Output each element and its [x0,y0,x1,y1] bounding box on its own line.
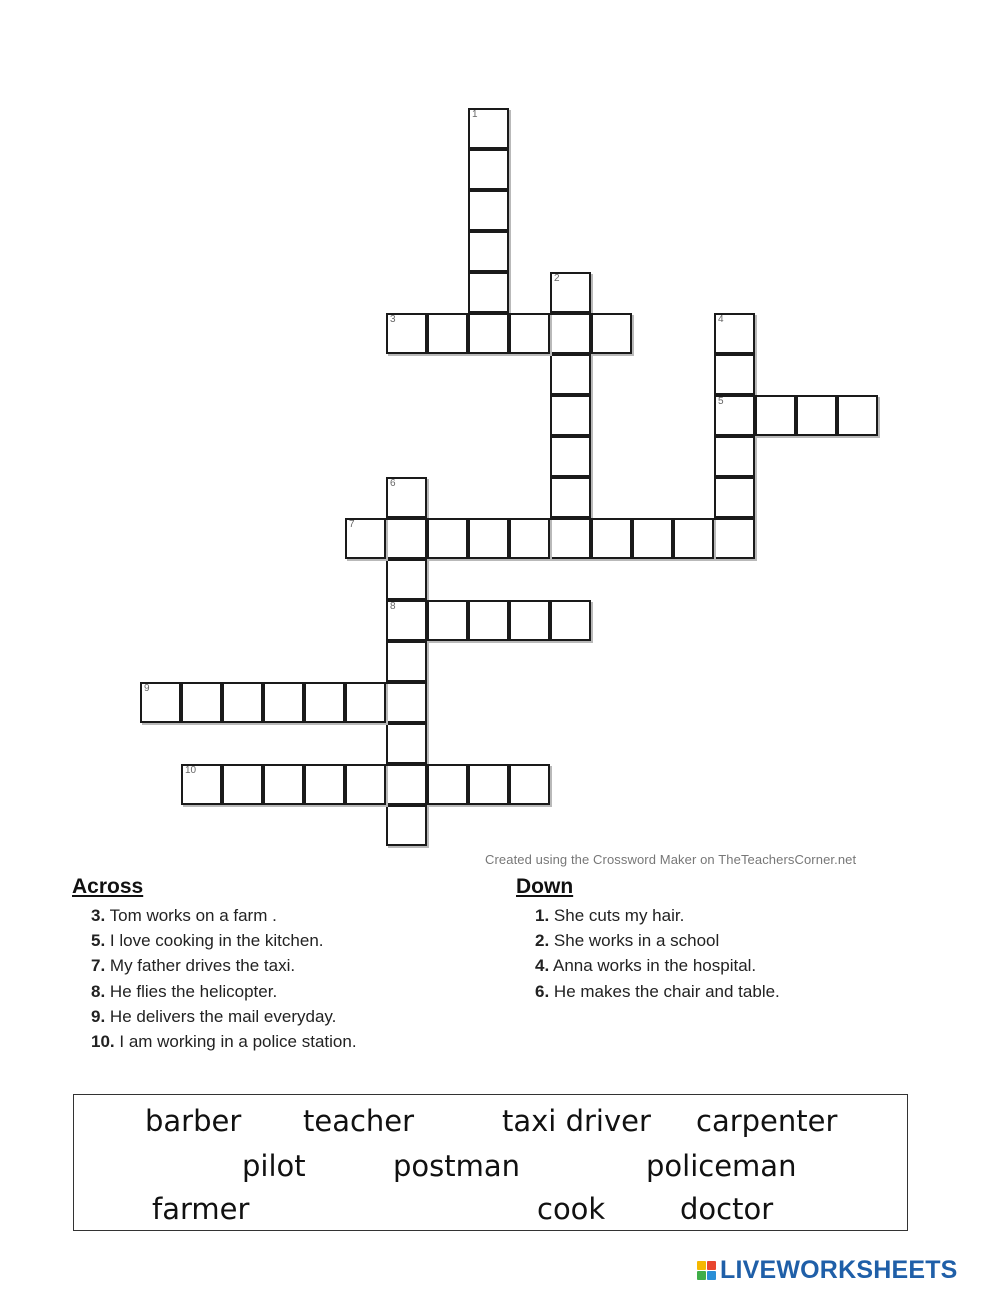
liveworksheets-logo-text: LIVEWORKSHEETS [720,1255,958,1284]
crossword-cell[interactable] [386,805,427,846]
crossword-cell[interactable] [714,395,755,436]
crossword-cell[interactable] [550,477,591,518]
crossword-cell[interactable] [304,682,345,723]
crossword-cell-number: 3 [390,314,396,325]
crossword-cell[interactable] [468,190,509,231]
crossword-cell[interactable] [386,600,427,641]
crossword-cell[interactable] [755,395,796,436]
crossword-cell-number: 6 [390,478,396,489]
crossword-cell[interactable] [468,764,509,805]
crossword-cell[interactable] [386,723,427,764]
crossword-cell[interactable] [468,231,509,272]
crossword-credit: Created using the Crossword Maker on TheTeachersCorner.net [485,852,857,867]
word-bank-item: pilot [242,1149,306,1183]
crossword-cell[interactable] [509,313,550,354]
word-bank-item: cook [537,1192,606,1226]
crossword-cell[interactable] [386,559,427,600]
clue-down-1: 1. She cuts my hair. [535,906,685,925]
crossword-cell[interactable] [345,764,386,805]
logo-square-icon [697,1261,706,1270]
crossword-cell-number: 9 [144,683,150,694]
crossword-cell[interactable] [181,764,222,805]
crossword-cell[interactable] [427,313,468,354]
clue-across-3: 3. Tom works on a farm . [91,906,277,925]
crossword-cell[interactable] [140,682,181,723]
crossword-cell[interactable] [591,313,632,354]
crossword-cell[interactable] [550,313,591,354]
crossword-cell[interactable] [304,764,345,805]
word-bank-item: doctor [680,1192,774,1226]
crossword-cell[interactable] [509,518,550,559]
logo-square-icon [707,1271,716,1280]
crossword-cell[interactable] [468,149,509,190]
across-clues [72,873,357,1054]
crossword-cell-number: 7 [349,519,355,530]
logo-square-icon [697,1271,706,1280]
crossword-cell[interactable] [468,272,509,313]
crossword-cell[interactable] [714,518,755,559]
clue-down-6: 6. He makes the chair and table. [535,981,780,1001]
crossword-cell[interactable] [796,395,837,436]
crossword-cell[interactable] [468,600,509,641]
down-heading: Down [516,875,574,898]
word-bank-item: postman [393,1149,521,1183]
crossword-cell[interactable] [386,518,427,559]
crossword-cell[interactable] [673,518,714,559]
crossword-cell[interactable] [427,764,468,805]
crossword-cell[interactable] [550,600,591,641]
word-bank [73,1094,908,1231]
crossword-cell[interactable] [550,436,591,477]
crossword-cell[interactable] [468,313,509,354]
crossword-cell[interactable] [386,682,427,723]
crossword-cell[interactable] [468,518,509,559]
crossword-cell[interactable] [386,477,427,518]
crossword-cell-number: 8 [390,601,396,612]
word-bank-item: teacher [303,1104,415,1138]
clue-across-5: 5. I love cooking in the kitchen. [91,931,324,951]
crossword-cell[interactable] [427,600,468,641]
crossword-cell[interactable] [345,682,386,723]
clue-down-4: 4. Anna works in the hospital. [535,956,757,976]
crossword-cell[interactable] [468,108,509,149]
word-bank-item: taxi driver [502,1104,651,1138]
crossword-cell[interactable] [386,764,427,805]
crossword-cell[interactable] [509,764,550,805]
crossword-cell[interactable] [837,395,878,436]
word-bank-item: farmer [152,1192,250,1226]
crossword-cell[interactable] [345,518,386,559]
clue-across-10: 10. I am working in a police station. [91,1032,357,1052]
crossword-cell-number: 5 [718,396,724,407]
crossword-cell[interactable] [181,682,222,723]
crossword-cell[interactable] [263,764,304,805]
word-bank-item: policeman [646,1149,797,1183]
crossword-cell[interactable] [550,395,591,436]
crossword-cell[interactable] [386,313,427,354]
crossword-cell[interactable] [386,641,427,682]
crossword-cell[interactable] [222,764,263,805]
crossword-cell-number: 1 [472,109,478,120]
crossword-cell[interactable] [263,682,304,723]
crossword-cell[interactable] [714,354,755,395]
word-bank-item: barber [145,1104,242,1138]
crossword-cell[interactable] [550,354,591,395]
crossword-cell[interactable] [632,518,673,559]
crossword-cell[interactable] [714,477,755,518]
crossword-cell[interactable] [427,518,468,559]
crossword-cell[interactable] [714,313,755,354]
crossword-cell[interactable] [714,436,755,477]
clue-across-7: 7. My father drives the taxi. [91,956,296,976]
logo-square-icon [707,1261,716,1270]
crossword-cell[interactable] [550,518,591,559]
crossword-cell-number: 10 [185,765,197,776]
liveworksheets-logo [697,1255,958,1285]
clue-down-2: 2. She works in a school [535,931,720,951]
down-clues [516,873,780,1004]
liveworksheets-logo-icon [697,1261,716,1280]
crossword-cell-number: 4 [718,314,724,325]
crossword-cell[interactable] [550,272,591,313]
crossword-cell[interactable] [509,600,550,641]
clue-across-8: 8. He flies the helicopter. [91,981,278,1001]
crossword-cell[interactable] [591,518,632,559]
clue-across-9: 9. He delivers the mail everyday. [91,1006,337,1026]
crossword-cell-number: 2 [554,273,560,284]
crossword-cell[interactable] [222,682,263,723]
word-bank-item: carpenter [696,1104,838,1138]
across-heading: Across [72,875,144,898]
